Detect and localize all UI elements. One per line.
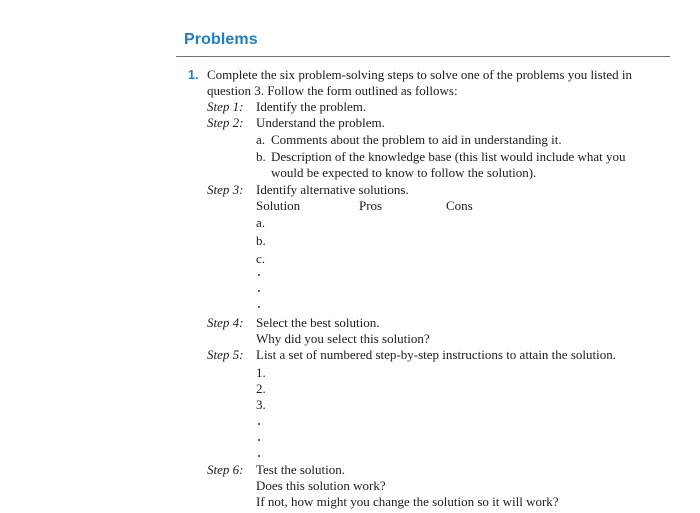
step-2-a-text: Comments about the problem to aid in understanding it. bbox=[271, 132, 562, 147]
step-6-text: Test the solution. bbox=[256, 462, 346, 477]
step-3-label: Step 3: bbox=[207, 182, 244, 197]
problem-intro-line-2: question 3. Follow the form outlined as follows: bbox=[207, 83, 458, 98]
step-4-label: Step 4: bbox=[207, 315, 244, 330]
step-1-label: Step 1: bbox=[207, 99, 244, 114]
step-6-question-2: If not, how might you change the solution so it will work? bbox=[256, 494, 559, 509]
solution-item-b: b. bbox=[256, 233, 266, 248]
step-2-b-text-line-1: Description of the knowledge base (this list would include what you bbox=[271, 149, 626, 164]
ellipsis-dot bbox=[258, 455, 260, 457]
step-6-label: Step 6: bbox=[207, 462, 244, 477]
pros-column-header: Pros bbox=[359, 198, 383, 213]
step-6-question-1: Does this solution work? bbox=[256, 478, 386, 493]
step-4-question: Why did you select this solution? bbox=[256, 331, 430, 346]
step-5-label: Step 5: bbox=[207, 347, 244, 362]
step-3-text: Identify alternative solutions. bbox=[256, 182, 409, 197]
ellipsis-dot bbox=[258, 306, 260, 308]
step-2-text: Understand the problem. bbox=[256, 115, 385, 130]
cons-column-header: Cons bbox=[446, 198, 473, 213]
instruction-item-2: 2. bbox=[256, 381, 266, 396]
step-2-b-text-line-2: would be expected to know to follow the solution). bbox=[271, 165, 537, 180]
step-2-b-marker: b. bbox=[256, 149, 266, 164]
step-2-a-marker: a. bbox=[256, 132, 266, 147]
ellipsis-dot bbox=[258, 274, 260, 276]
instruction-item-1: 1. bbox=[256, 365, 266, 380]
section-divider bbox=[176, 56, 670, 57]
step-5-text: List a set of numbered step-by-step instructions to attain the solution. bbox=[256, 347, 616, 362]
step-4-text: Select the best solution. bbox=[256, 315, 380, 330]
solution-item-a: a. bbox=[256, 215, 266, 230]
ellipsis-dot bbox=[258, 290, 260, 292]
ellipsis-dot bbox=[258, 439, 260, 441]
step-2-label: Step 2: bbox=[207, 115, 244, 130]
problem-intro-line-1: Complete the six problem-solving steps to solve one of the problems you listed in bbox=[207, 67, 632, 82]
solution-column-header: Solution bbox=[256, 198, 301, 213]
solution-item-c: c. bbox=[256, 251, 266, 266]
section-title: Problems bbox=[184, 31, 258, 48]
ellipsis-dot bbox=[258, 423, 260, 425]
instruction-item-3: 3. bbox=[256, 397, 266, 412]
problem-number: 1. bbox=[188, 68, 199, 82]
step-1-text: Identify the problem. bbox=[256, 99, 367, 114]
